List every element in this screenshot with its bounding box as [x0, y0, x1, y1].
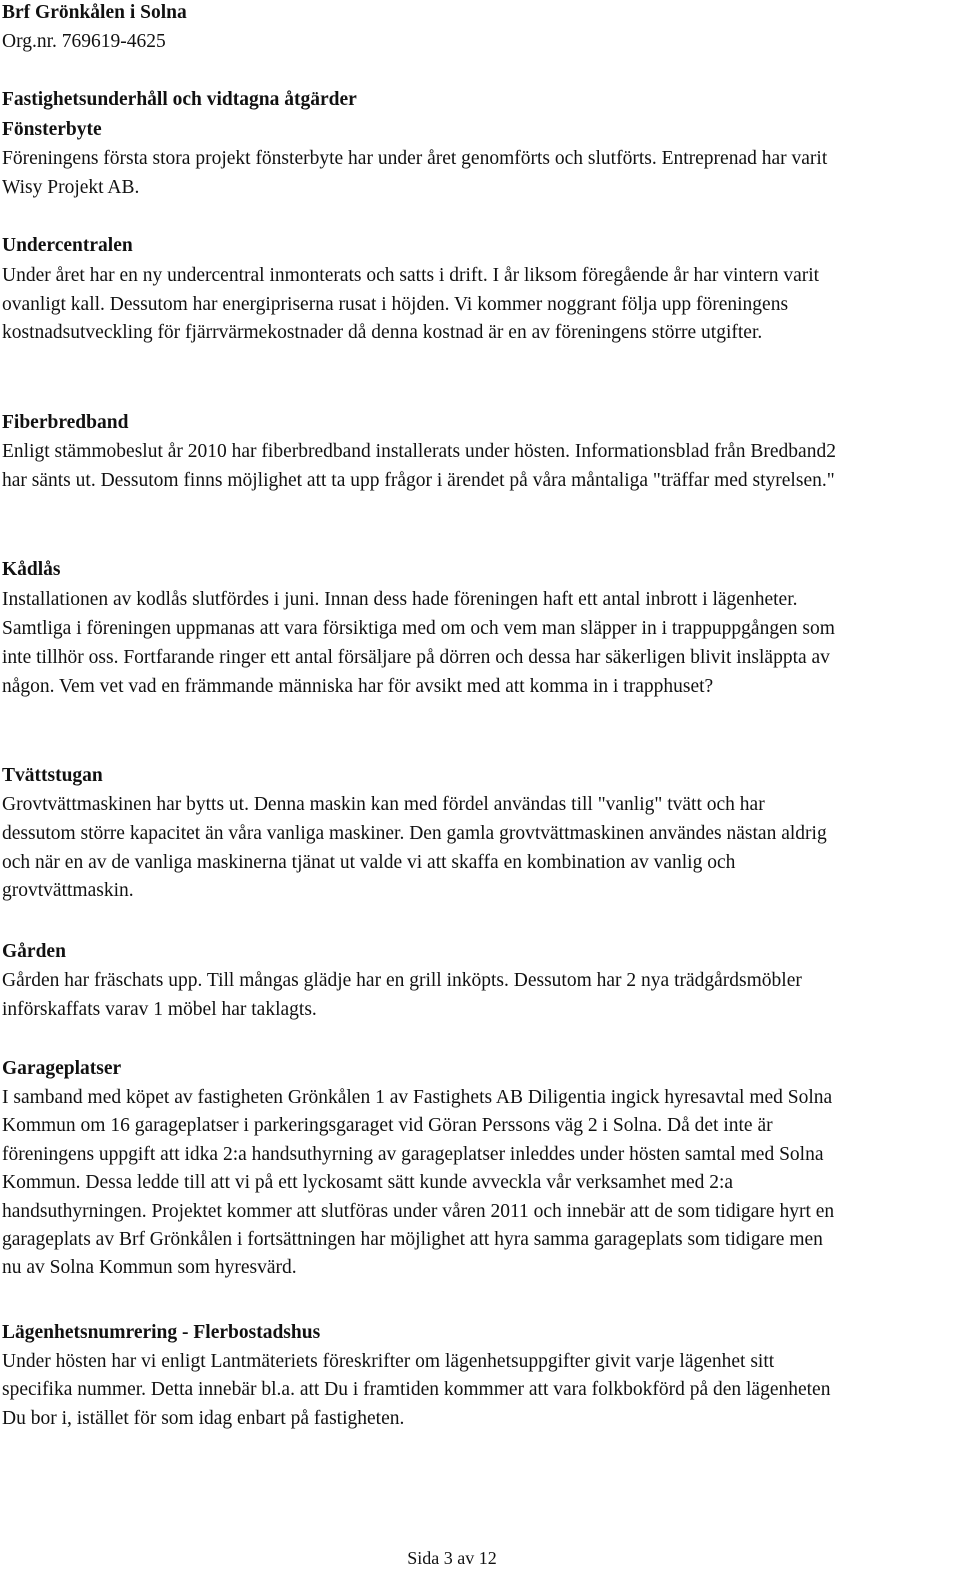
paragraph-line: garageplats av Brf Grönkålen i fortsättningen har möjlighet att hyra samma garageplats som tidigare men — [2, 1229, 823, 1250]
section-heading-fiberbredband: Fiberbredband — [2, 412, 129, 433]
paragraph-line: Wisy Projekt AB. — [2, 177, 140, 198]
paragraph-line: Under året har en ny undercentral inmonterats och satts i drift. I år liksom föregående år har vintern varit — [2, 265, 820, 286]
paragraph-line: handsuthyrningen. Projektet kommer att slutföras under våren 2011 och innebär att de som tidigare hyrt en — [2, 1201, 835, 1222]
org-name: Brf Grönkålen i Solna — [2, 2, 187, 23]
paragraph-line: Installationen av kodlås slutfördes i juni. Innan dess hade föreningen haft ett antal inbrott i lägenheter. — [2, 589, 798, 610]
paragraph-line: nu av Solna Kommun som hyresvärd. — [2, 1257, 297, 1278]
page-number: Sida 3 av 12 — [407, 1548, 497, 1568]
paragraph-line: grovtvättmaskin. — [2, 880, 134, 901]
section-heading-fonsterbyte: Fönsterbyte — [2, 119, 102, 140]
page-title: Fastighetsunderhåll och vidtagna åtgärder — [2, 89, 357, 110]
paragraph-line: Samtliga i föreningen uppmanas att vara försiktiga med om och vem man släpper in i trappuppgången som — [2, 618, 835, 639]
paragraph-line: Kommun om 16 garageplatser i parkeringsgaraget vid Göran Perssons väg 2 i Solna. Då det inte är — [2, 1115, 773, 1136]
org-number: Org.nr. 769619-4625 — [2, 31, 166, 52]
paragraph-line: kostnadsutveckling för fjärrvärmekostnader då denna kostnad är en av föreningens större utgifter. — [2, 322, 763, 343]
paragraph-line: Grovtvättmaskinen har bytts ut. Denna maskin kan med fördel användas till "vanlig" tvätt och har — [2, 794, 765, 815]
section-heading-lagenhetsnumrering: Lägenhetsnumrering - Flerbostadshus — [2, 1322, 321, 1343]
paragraph-line: någon. Vem vet vad en främmande människa har för avsikt med att komma in i trapphuset? — [2, 676, 714, 697]
paragraph-line: och när en av de vanliga maskinerna tjänat ut valde vi att skaffa en kombination av vanlig och — [2, 852, 736, 873]
paragraph-line: Enligt stämmobeslut år 2010 har fiberbredband installerats under hösten. Informationsblad från Bredband2 — [2, 441, 836, 462]
paragraph-line: dessutom större kapacitet än våra vanliga maskiner. Den gamla grovtvättmaskinen användes nästan aldrig — [2, 823, 827, 844]
paragraph-line: ovanligt kall. Dessutom har energipriserna rusat i höjden. Vi kommer noggrant följa upp föreningens — [2, 294, 789, 315]
paragraph-line: Under hösten har vi enligt Lantmäteriets föreskrifter om lägenhetsuppgifter givit varje lägenhet sitt — [2, 1351, 775, 1372]
section-heading-undercentralen: Undercentralen — [2, 235, 133, 256]
section-heading-kodlas: Kådlås — [2, 559, 61, 580]
paragraph-line: Kommun. Dessa ledde till att vi på ett lyckosamt sätt kunde avveckla vår verksamhet med 2:a — [2, 1172, 734, 1193]
paragraph-line: föreningens uppgift att idka 2:a handsuthyrning av garageplatser inleddes under hösten samtal med Solna — [2, 1144, 824, 1165]
paragraph-line: Gården har fräschats upp. Till mångas glädje har en grill inköpts. Dessutom har 2 nya trädgårdsmöbler — [2, 970, 802, 991]
paragraph-line: Du bor i, istället för som idag enbart på fastigheten. — [2, 1408, 405, 1429]
paragraph-line: I samband med köpet av fastigheten Grönkålen 1 av Fastighets AB Diligentia ingick hyresavtal med Solna — [2, 1087, 833, 1108]
paragraph-line: införskaffats varav 1 möbel har taklagts. — [2, 999, 317, 1020]
paragraph-line: inte tillhör oss. Fortfarande ringer ett antal försäljare på dörren och dessa har säkerligen blivit insläppta av — [2, 647, 830, 668]
paragraph-line: Föreningens första stora projekt fönsterbyte har under året genomförts och slutförts. Entreprenad har varit — [2, 148, 828, 169]
section-heading-garden: Gården — [2, 941, 66, 962]
section-heading-garageplatser: Garageplatser — [2, 1058, 122, 1079]
paragraph-line: specifika nummer. Detta innebär bl.a. att Du i framtiden kommmer att vara folkbokförd på den lägenheten — [2, 1379, 831, 1400]
paragraph-line: har sänts ut. Dessutom finns möjlighet att ta upp frågor i ärendet på våra måntaliga "träffar med styrelsen." — [2, 470, 835, 491]
section-heading-tvattstugan: Tvättstugan — [2, 765, 103, 786]
